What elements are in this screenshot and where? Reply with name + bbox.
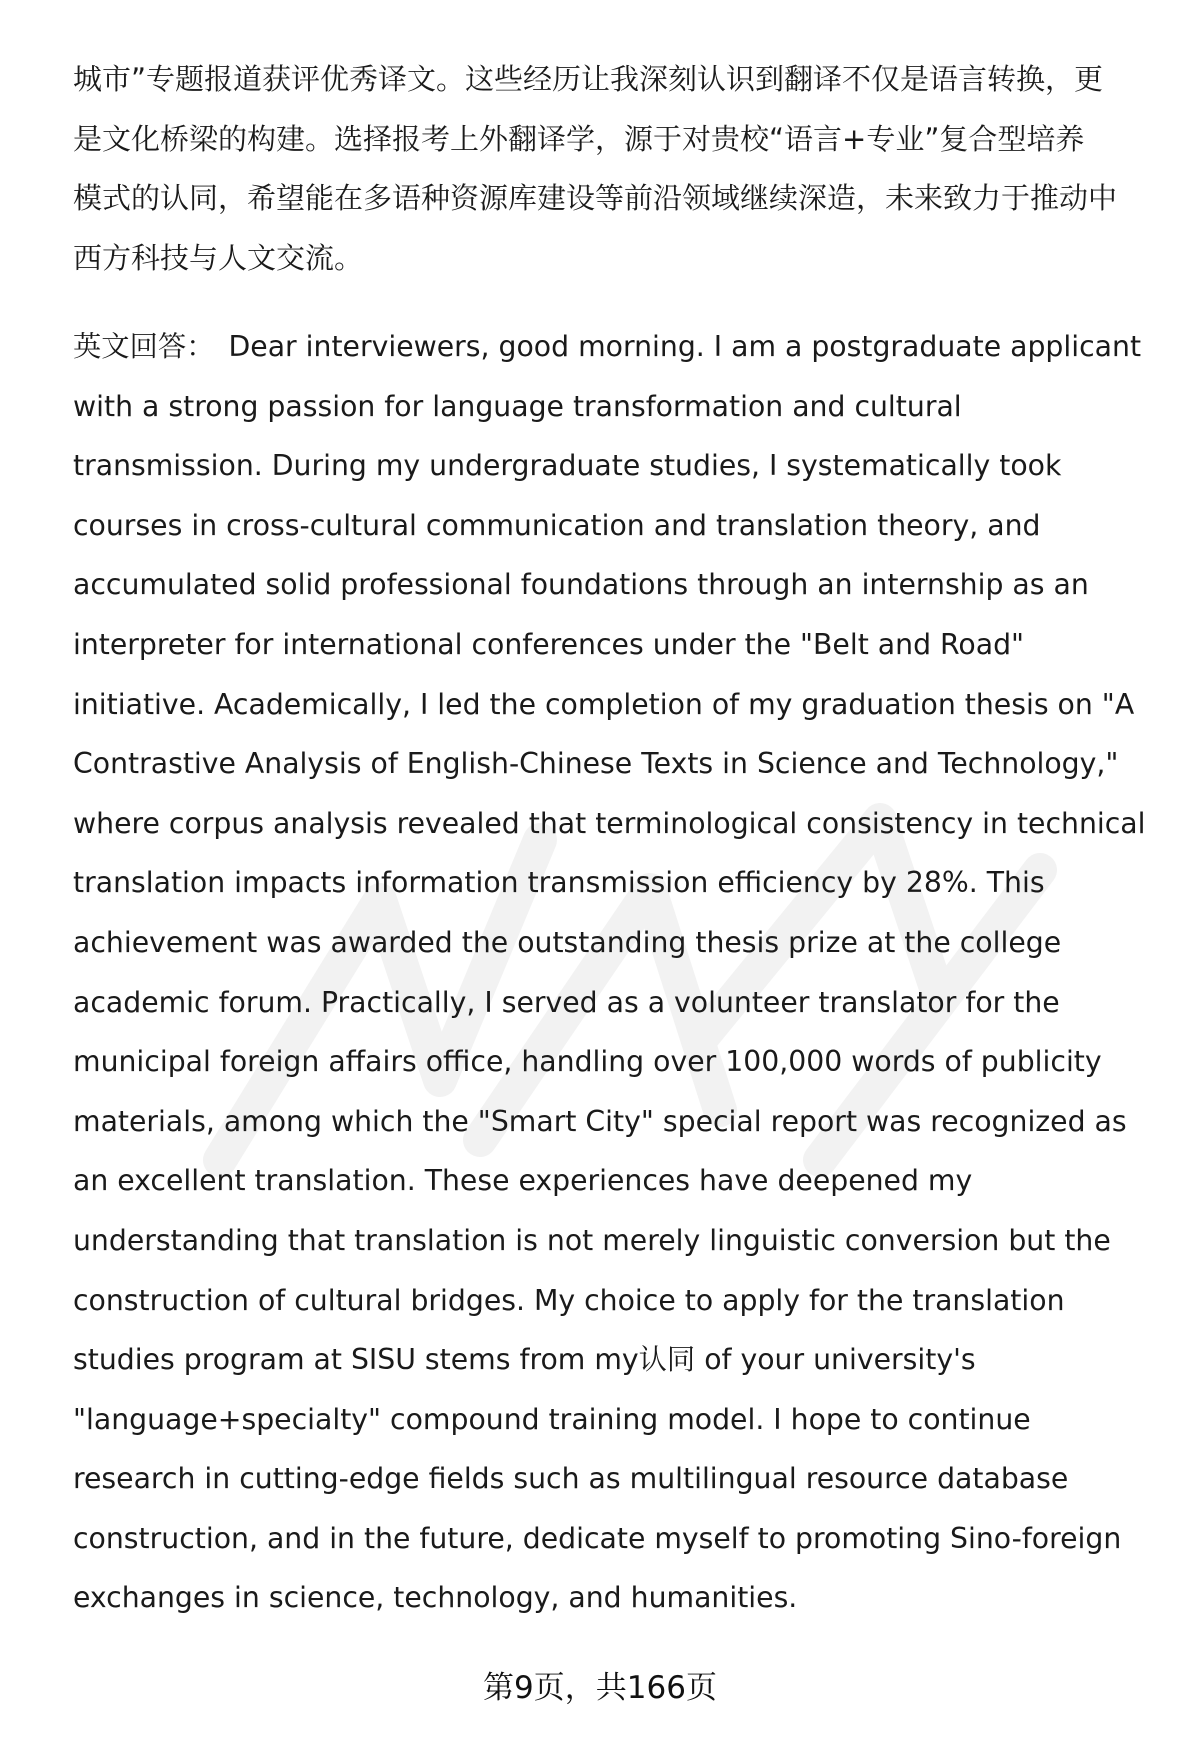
english-line: municipal foreign affairs office, handling over 100,000 words of publicity [73, 1045, 1102, 1079]
chinese-line: 西方科技与人文交流。 [73, 240, 364, 275]
english-line-text: Dear interviewers, good morning. I am a postgraduate applicant [228, 330, 1142, 363]
chinese-line: 城市”专题报道获评优秀译文。这些经历让我深刻认识到翻译不仅是语言转换，更 [73, 62, 1104, 96]
english-line: where corpus analysis revealed that terminological consistency in technical [73, 806, 1146, 840]
english-line: understanding that translation is not merely linguistic conversion but the [73, 1223, 1111, 1257]
english-line: Contrastive Analysis of English-Chinese Texts in Science and Technology," [73, 747, 1119, 781]
english-line: with a strong passion for language transformation and cultural [73, 389, 962, 423]
english-line: transmission. During my undergraduate studies, I systematically took [73, 449, 1062, 483]
english-line: translation impacts information transmission efficiency by 28%. This [73, 866, 1045, 900]
english-line: interpreter for international conferences under the "Belt and Road" [73, 627, 1025, 661]
english-line: achievement was awarded the outstanding thesis prize at the college [73, 925, 1062, 959]
english-line: research in cutting-edge fields such as multilingual resource database [73, 1462, 1069, 1496]
english-line: studies program at SISU stems from my认同 of your university's [73, 1343, 976, 1377]
english-line: accumulated solid professional foundations through an internship as an [73, 568, 1089, 602]
chinese-paragraph [73, 50, 1148, 288]
english-line: construction of cultural bridges. My choice to apply for the translation [73, 1283, 1065, 1317]
chinese-line: 模式的认同，希望能在多语种资源库建设等前沿领域继续深造，未来致力于推动中 [73, 181, 1118, 216]
english-line: academic forum. Practically, I served as a volunteer translator for the [73, 985, 1060, 1019]
page-number-footer: 第9页，共166页 [483, 1670, 717, 1706]
english-line [73, 317, 1148, 377]
chinese-line: 是文化桥梁的构建。选择报考上外翻译学，源于对贵校“语言+专业”复合型培养 [73, 121, 1085, 156]
english-line: courses in cross-cultural communication and translation theory, and [73, 508, 1041, 542]
english-line: exchanges in science, technology, and humanities. [73, 1581, 798, 1615]
english-answer-paragraph [73, 317, 1148, 1628]
english-line: construction, and in the future, dedicate myself to promoting Sino-foreign [73, 1521, 1122, 1555]
english-line: initiative. Academically, I led the completion of my graduation thesis on "A [73, 687, 1135, 721]
english-line: "language+specialty" compound training model. I hope to continue [73, 1402, 1031, 1436]
english-answer-label: 英文回答： [73, 330, 215, 363]
english-line: materials, among which the "Smart City" special report was recognized as [73, 1104, 1127, 1138]
english-line: an excellent translation. These experiences have deepened my [73, 1164, 973, 1198]
